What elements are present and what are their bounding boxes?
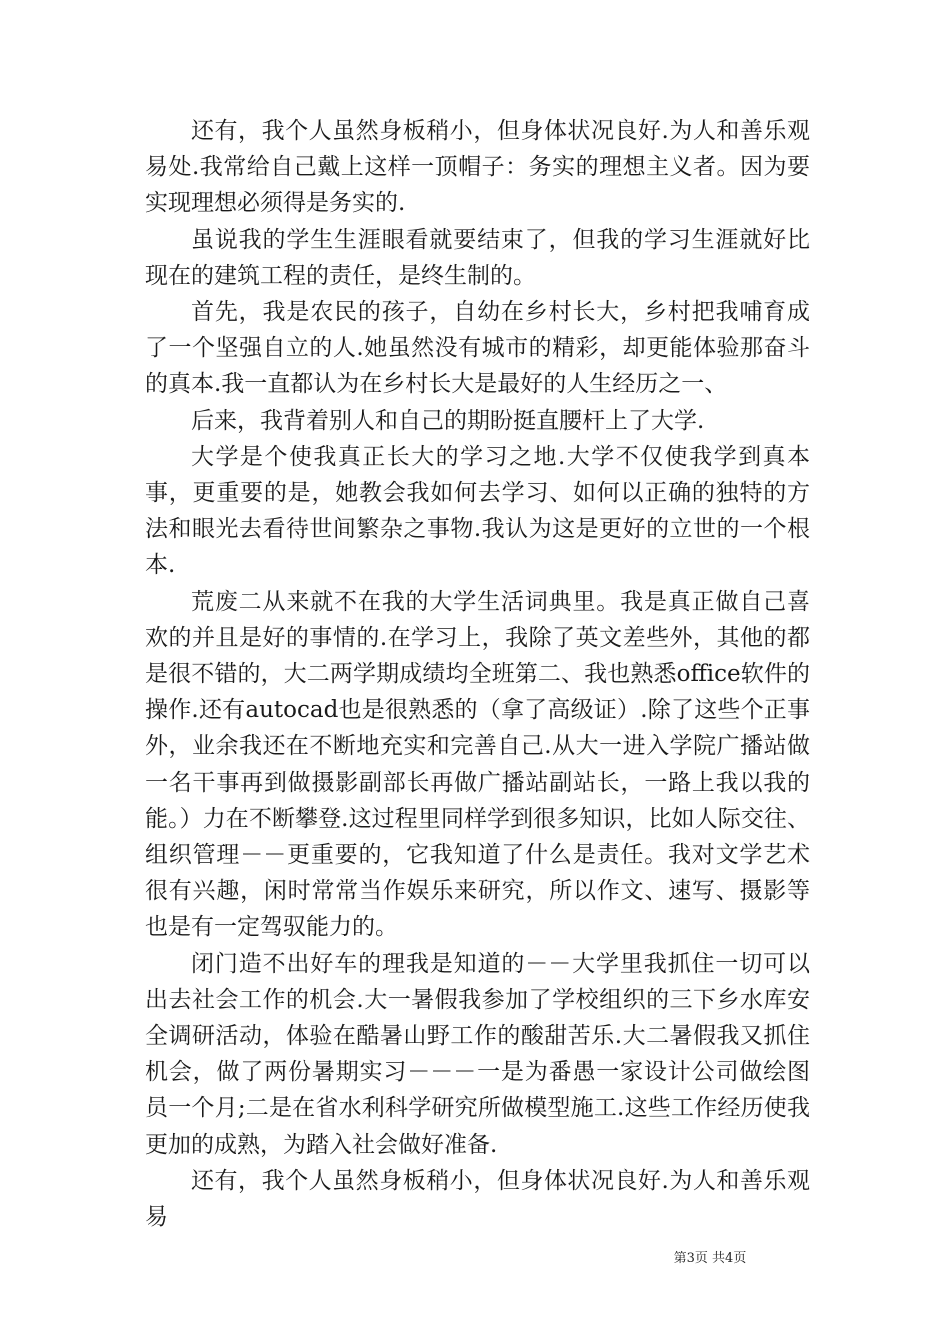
paragraph: 首先，我是农民的孩子，自幼在乡村长大，乡村把我哺育成了一个坚强自立的人.她虽然没有城市的精彩，却更能体验那奋斗的真本.我一直都认为在乡村长大是最好的人生经历之一、 (145, 299, 810, 398)
paragraph: 还有，我个人虽然身板稍小，但身体状况良好.为人和善乐观易 (145, 1167, 810, 1231)
paragraph: 大学是个使我真正长大的学习之地.大学不仅使我学到真本事，更重要的是，她教会我如何去学习、如何以正确的独特的方法和眼光去看待世间繁杂之事物.我认为这是更好的立世的一个根本. (145, 443, 810, 579)
document-body (145, 113, 810, 1235)
page-footer (0, 1247, 950, 1266)
paragraph: 后来，我背着别人和自己的期盼挺直腰杆上了大学. (191, 407, 705, 434)
paragraph: 荒废二从来就不在我的大学生活词典里。我是真正做自己喜欢的并且是好的事情的.在学习上，我除了英文差些外，其他的都是很不错的，大二两学期成绩均全班第二、我也熟悉office软件的操作.还有autocad也是很熟悉的（拿了高级证）.除了这些个正事外，业余我还在不断地充实和完善自己.从大一进入学院广播站做一名干事再到做摄影副部长再做广播站副站长，一路上我以我的能。）力在不断攀登.这过程里同样学到很多知识，比如人际交往、组织管理－－更重要的，它我知道了什么是责任。我对文学艺术很有兴趣，闲时常常当作娱乐来研究，所以作文、速写、摄影等也是有一定驾驭能力的。 (145, 588, 810, 941)
page-number: 第3页 共4页 (673, 1251, 747, 1266)
paragraph: 虽说我的学生生涯眼看就要结束了，但我的学习生涯就好比现在的建筑工程的责任，是终生制的。 (145, 226, 810, 289)
paragraph: 闭门造不出好车的理我是知道的－－大学里我抓住一切可以出去社会工作的机会.大一暑假我参加了学校组织的三下乡水库安全调研活动，体验在酷暑山野工作的酸甜苦乐.大二暑假我又抓住机会，做了两份暑期实习－－－一是为番愚一家设计公司做绘图员一个月;二是在省水利科学研究所做模型施工.这些工作经历使我更加的成熟，为踏入社会做好准备. (145, 950, 810, 1158)
paragraph: 还有，我个人虽然身板稍小，但身体状况良好.为人和善乐观易处.我常给自己戴上这样一顶帽子：务实的理想主义者。因为要实现理想必须得是务实的. (145, 118, 810, 217)
